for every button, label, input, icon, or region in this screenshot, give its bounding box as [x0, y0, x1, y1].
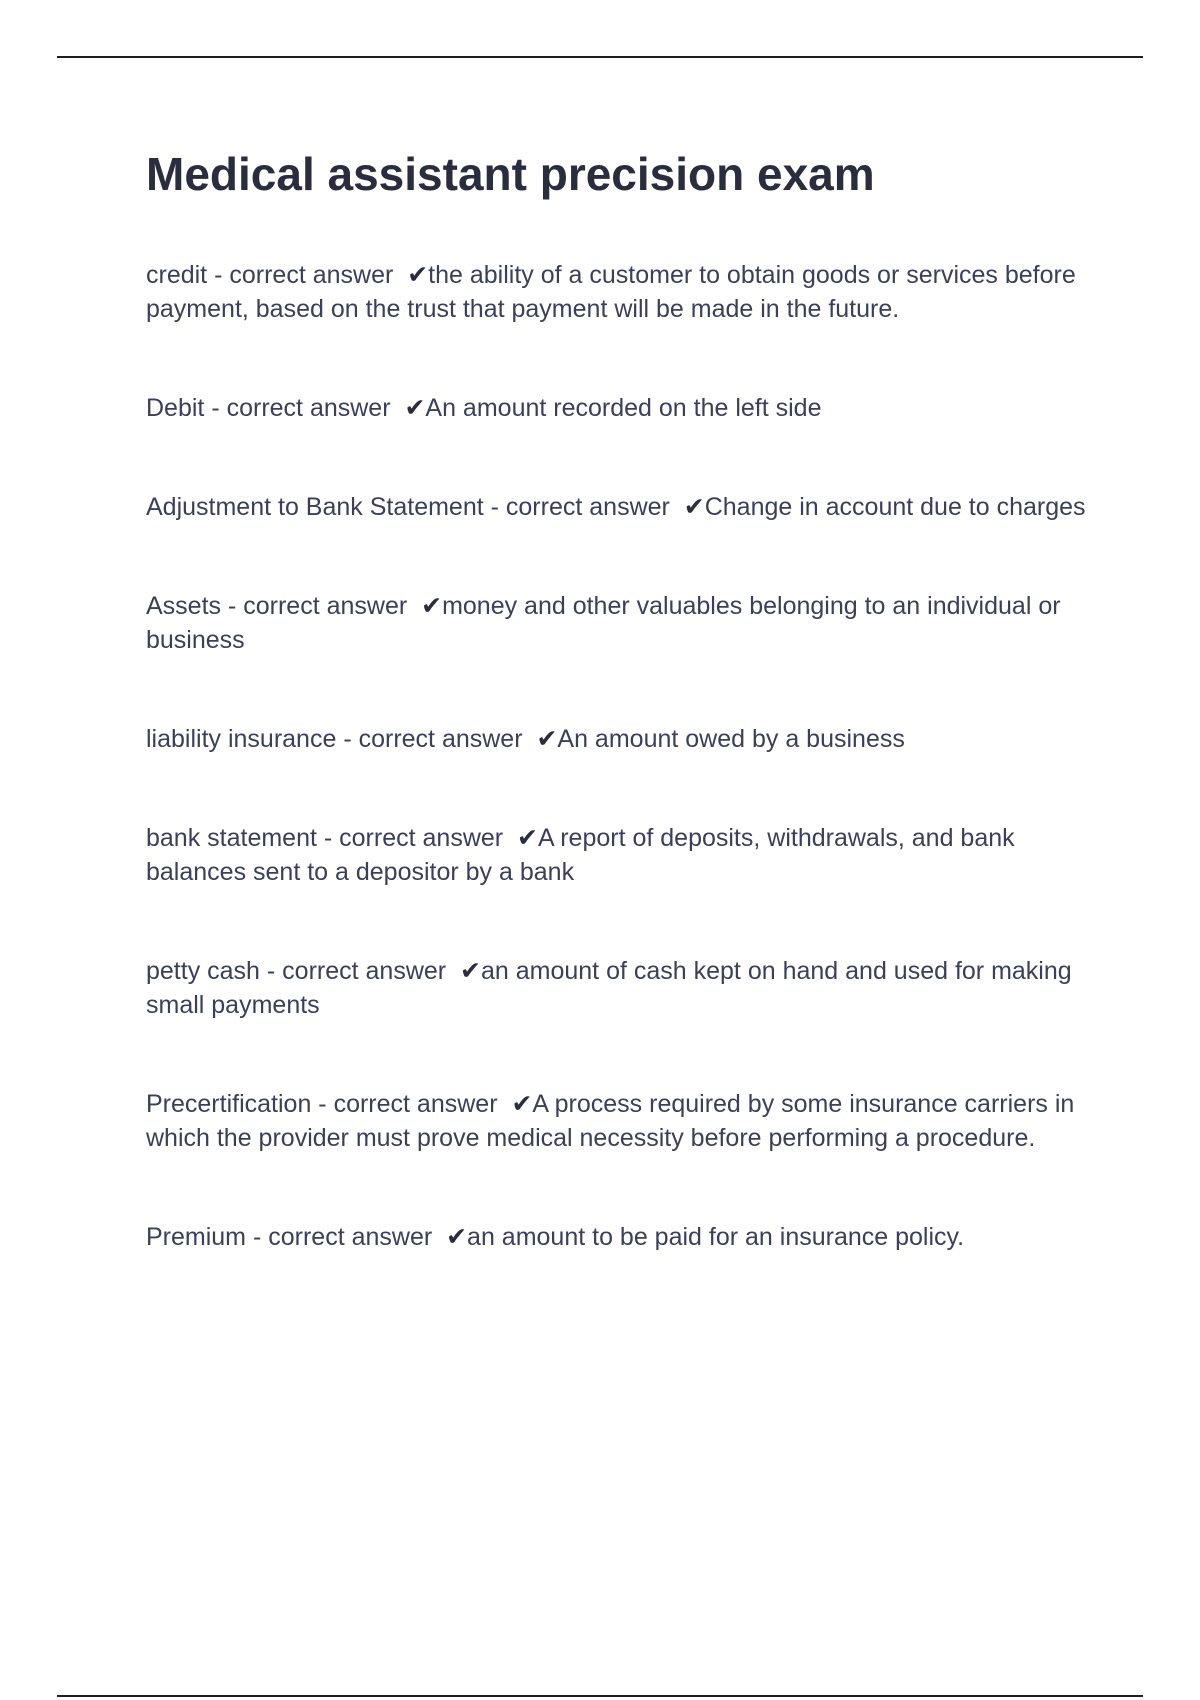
qa-definition: money and other valuables belonging to an individual or business	[146, 592, 1061, 654]
qa-definition: an amount of cash kept on hand and used for making small payments	[146, 957, 1072, 1019]
qa-definition: an amount to be paid for an insurance policy.	[467, 1223, 965, 1251]
qa-item: Assets - correct answer ✔money and other valuables belonging to an individual or business	[146, 592, 1061, 654]
qa-item: Adjustment to Bank Statement - correct answer ✔Change in account due to charges	[146, 493, 1086, 521]
qa-definition: A report of deposits, withdrawals, and bank balances sent to a depositor by a bank	[146, 824, 1015, 886]
qa-item: liability insurance - correct answer ✔An amount owed by a business	[146, 725, 905, 753]
qa-term: Assets	[146, 592, 222, 620]
check-icon: ✔	[460, 957, 481, 985]
qa-term: credit	[146, 261, 208, 289]
qa-term: petty cash	[146, 957, 260, 985]
qa-answer-marker: correct answer	[243, 592, 408, 620]
check-icon: ✔	[683, 493, 705, 521]
qa-item: Precertification - correct answer ✔A process required by some insurance carriers in which the provider must prove medical necessity before performing a procedure.	[146, 1090, 1075, 1152]
qa-answer-marker: correct answer	[333, 1090, 498, 1118]
check-icon: ✔	[536, 725, 558, 753]
qa-definition: An amount recorded on the left side	[425, 394, 822, 422]
qa-item: petty cash - correct answer ✔an amount of cash kept on hand and used for making small payments	[146, 957, 1072, 1019]
qa-term: Debit	[146, 394, 205, 422]
qa-answer-marker: correct answer	[282, 957, 447, 985]
qa-definition: Change in account due to charges	[704, 493, 1086, 521]
qa-term: liability insurance	[146, 725, 337, 753]
document-title: Medical assistant precision exam	[146, 148, 875, 200]
qa-item: Premium - correct answer ✔an amount to be paid for an insurance policy.	[146, 1223, 965, 1251]
check-icon: ✔	[446, 1223, 468, 1251]
check-icon: ✔	[407, 261, 429, 289]
top-rule	[57, 56, 1143, 58]
qa-answer-marker: correct answer	[268, 1223, 433, 1251]
document-body	[146, 140, 1096, 1254]
qa-answer-marker: correct answer	[226, 394, 391, 422]
check-icon: ✔	[421, 592, 443, 620]
qa-item: bank statement - correct answer ✔A report of deposits, withdrawals, and bank balances sent to a depositor by a bank	[146, 824, 1015, 886]
qa-definition: A process required by some insurance carriers in which the provider must prove medical necessity before performing a procedure.	[146, 1090, 1075, 1152]
qa-answer-marker: correct answer	[505, 493, 670, 521]
qa-term: Adjustment to Bank Statement	[146, 493, 484, 521]
qa-item: credit - correct answer ✔the ability of a customer to obtain goods or services before payment, based on the trust that payment will be made in the future.	[146, 261, 1076, 323]
qa-definition: An amount owed by a business	[557, 725, 905, 753]
bottom-rule	[57, 1695, 1143, 1697]
qa-definition: the ability of a customer to obtain goods or services before payment, based on the trust that payment will be made in the future.	[146, 261, 1076, 323]
qa-answer-marker: correct answer	[229, 261, 394, 289]
qa-answer-marker: correct answer	[339, 824, 504, 852]
qa-list	[146, 258, 1096, 1254]
check-icon: ✔	[404, 394, 426, 422]
check-icon: ✔	[517, 824, 538, 852]
qa-item: Debit - correct answer ✔An amount recorded on the left side	[146, 394, 822, 422]
qa-term: Precertification	[146, 1090, 312, 1118]
qa-answer-marker: correct answer	[358, 725, 523, 753]
qa-term: Premium	[146, 1223, 247, 1251]
qa-term: bank statement	[146, 824, 317, 852]
check-icon: ✔	[511, 1090, 533, 1118]
